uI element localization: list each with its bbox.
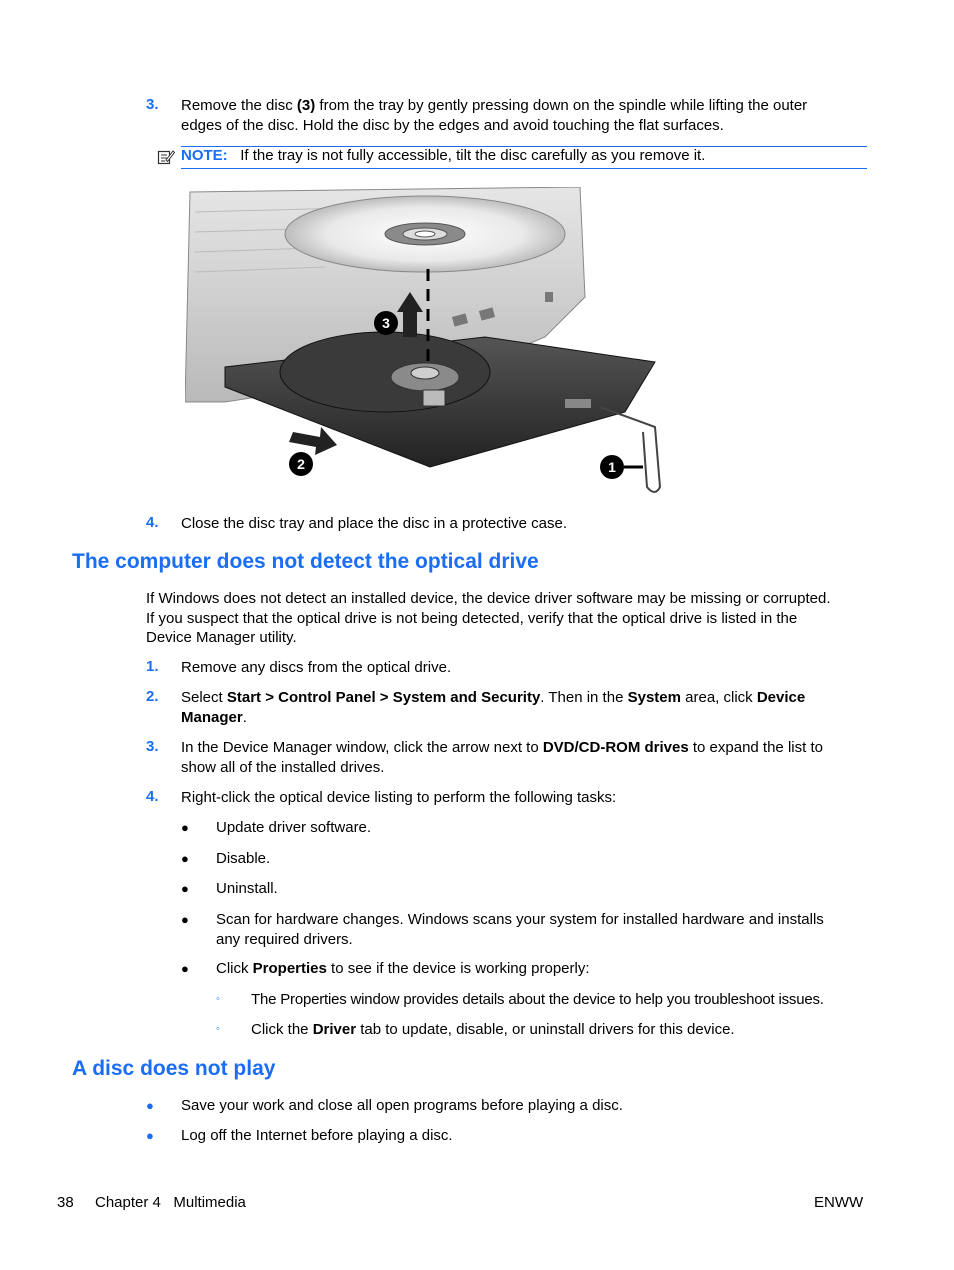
step-text: Right-click the optical device listing to perform the following tasks: (181, 789, 617, 806)
intro-line: Device Manager utility. (146, 629, 297, 646)
section-intro (146, 589, 886, 648)
list-item: Update driver software. (216, 819, 372, 836)
bullet-icon: ● (181, 881, 189, 896)
list-item: Save your work and close all open programs before playing a disc. (181, 1097, 623, 1114)
step-number: 3. (146, 96, 159, 113)
list-item: Log off the Internet before playing a disc. (181, 1127, 453, 1144)
bullet-icon: ● (181, 912, 189, 927)
bullet-icon: ● (181, 851, 189, 866)
bullet-icon: ● (181, 961, 189, 976)
step-text: Remove any discs from the optical drive. (181, 659, 452, 676)
step-number: 1. (146, 658, 159, 675)
note-body: If the tray is not fully accessible, tilt the disc carefully as you remove it. (240, 147, 706, 164)
sub-list-item: The Properties window provides details about the device to help you troubleshoot issues. (251, 991, 824, 1008)
note-label: NOTE: (181, 147, 228, 164)
section-heading: The computer does not detect the optical drive (72, 550, 539, 573)
step-bold: (3) (296, 97, 316, 114)
step-number: 4. (146, 514, 159, 531)
step-number: 3. (146, 738, 159, 755)
bullet-icon: ● (146, 1128, 154, 1143)
step-number: 2. (146, 688, 159, 705)
intro-line: If you suspect that the optical drive is not being detected, verify that the optical drive is listed in the (146, 609, 798, 627)
callout-3: 3 (382, 315, 390, 331)
page-number: 38 (57, 1194, 74, 1211)
callout-2: 2 (297, 456, 305, 472)
step-text: In the Device Manager window, click the arrow next to DVD/CD-ROM drives to expand the list to show all of the installed drives. (181, 739, 823, 776)
list-item: Click Properties to see if the device is working properly: (216, 960, 590, 977)
list-item: Scan for hardware changes. Windows scans your system for installed hardware and installs any required drivers. (216, 911, 824, 948)
bullet-icon: ● (146, 1098, 154, 1113)
section-heading: A disc does not play (72, 1057, 276, 1080)
step-3-text (181, 96, 871, 135)
sub-list-item: Click the Driver tab to update, disable, or uninstall drivers for this device. (251, 1021, 735, 1038)
step-text: Select Start > Control Panel > System and Security. Then in the System area, click Device Manager. (181, 689, 806, 726)
step-text: Remove the disc (181, 97, 297, 114)
list-item: Uninstall. (216, 880, 278, 897)
sub-bullet-icon: ◦ (216, 993, 220, 1005)
step-number: 4. (146, 788, 159, 805)
footer-right: ENWW (814, 1194, 864, 1211)
step-text: edges of the disc. Hold the disc by the edges and avoid touching the flat surfaces. (181, 116, 724, 134)
step-text: from the tray by gently pressing down on the spindle while lifting the outer (315, 97, 808, 114)
note-bottom-rule (181, 168, 867, 169)
list-item: Disable. (216, 850, 271, 867)
bullet-icon: ● (181, 820, 189, 835)
intro-line: If Windows does not detect an installed device, the device driver software may be missing or corrupted. (146, 590, 831, 607)
sub-bullet-icon: ◦ (216, 1023, 220, 1035)
laptop-disc-illustration (185, 187, 665, 497)
note-text (181, 146, 705, 166)
figure-disc-removal (185, 187, 665, 497)
note-icon (157, 148, 175, 170)
callout-1: 1 (608, 459, 616, 475)
chapter-title: Chapter 4 Multimedia (95, 1194, 246, 1211)
step-4-text: Close the disc tray and place the disc in a protective case. (181, 515, 568, 532)
